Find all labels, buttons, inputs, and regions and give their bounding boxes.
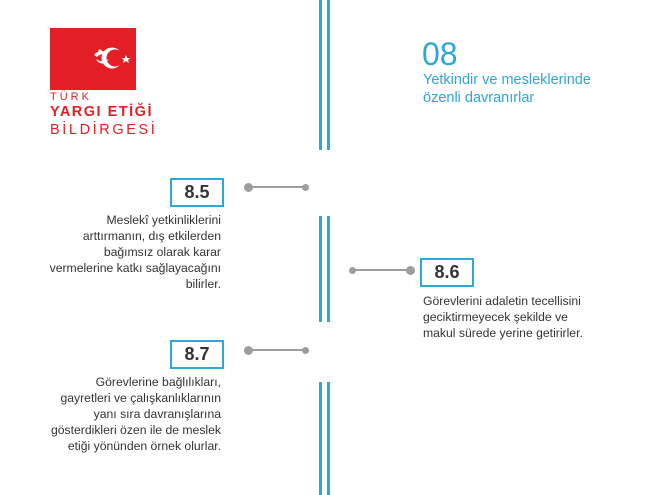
item-text [423, 293, 583, 341]
scales-crescent-star-icon [42, 28, 150, 90]
timeline-line-left-mid [319, 216, 322, 322]
connector-dot [244, 183, 253, 192]
logo-line-1: TÜRK [50, 91, 92, 103]
text-line: gösterdikleri özen ile de meslek [50, 423, 221, 437]
connector-line [248, 186, 305, 188]
connector-dot [302, 347, 309, 354]
section-number: 08 [422, 36, 458, 72]
logo-line-3: BİLDİRGESİ [50, 122, 158, 138]
connector-line [352, 269, 414, 271]
timeline-line-right-mid [327, 216, 330, 322]
text-line: bilirler. [185, 277, 221, 291]
item-text [51, 374, 221, 454]
text-line: makul sürede yerine getirirler. [423, 326, 583, 340]
text-line: etiği yönünden örnek olurlar. [67, 439, 221, 453]
text-line: arttırmanın, dış etkilerden [82, 229, 221, 243]
text-line: Meslekî yetkinliklerini [106, 213, 221, 227]
connector-dot [349, 267, 356, 274]
item-text [50, 212, 221, 292]
item-number-box: 8.7 [170, 340, 224, 369]
item-number-box: 8.5 [170, 178, 224, 207]
section-title: Yetkindir ve mesleklerinde özenli davranırlar [423, 72, 591, 106]
text-line: vermelerine katkı sağlayacağını [49, 261, 221, 275]
turk-yargi-etigi-logo [42, 28, 158, 146]
connector-dot [302, 184, 309, 191]
logo-line-2: YARGI ETİĞİ [50, 104, 153, 120]
item-number-box: 8.6 [420, 258, 474, 287]
connector-line [248, 349, 305, 351]
text-line: bağımsız olarak karar [103, 245, 221, 259]
text-line: Görevlerini adaletin tecellisini [423, 294, 581, 308]
connector-dot [244, 346, 253, 355]
connector-dot [406, 266, 415, 275]
timeline-line-left-bottom [319, 382, 322, 495]
text-line: yanı sıra davranışlarına [93, 407, 221, 421]
text-line: gayretleri ve çalışkanlıklarının [60, 391, 221, 405]
text-line: Görevlerine bağlılıkları, [95, 375, 221, 389]
timeline-line-left-top [319, 0, 322, 150]
timeline-line-right-bottom [327, 382, 330, 495]
text-line: geciktirmeyecek şekilde ve [423, 310, 568, 324]
timeline-line-right-top [327, 0, 330, 150]
